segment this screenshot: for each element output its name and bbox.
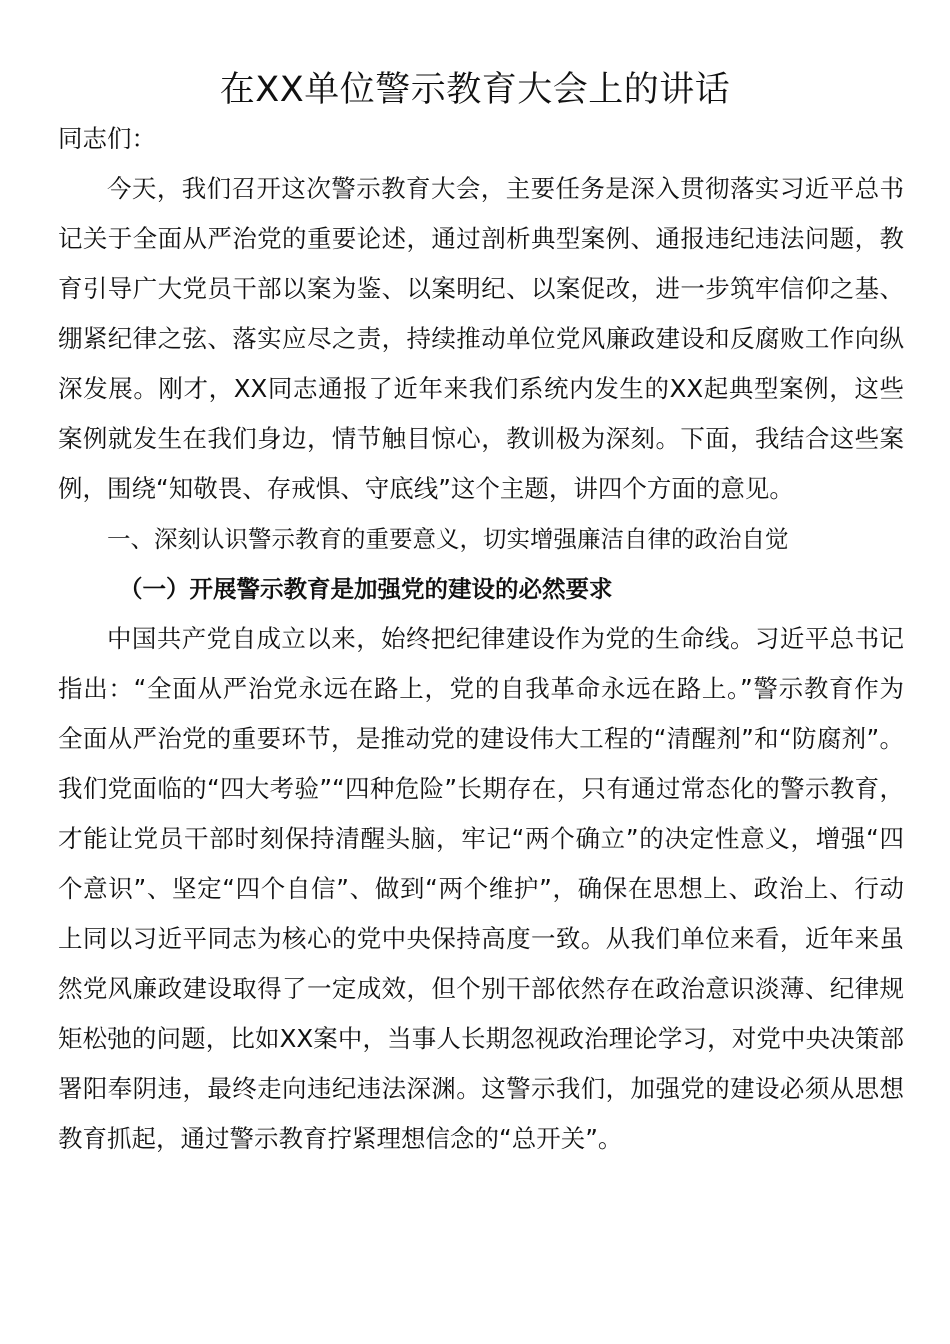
salutation: 同志们： — [58, 124, 156, 153]
document-body — [58, 114, 904, 1164]
paragraph-section-1-1: 中国共产党自成立以来，始终把纪律建设作为党的生命线。习近平总书记指出：“全面从严治党永远在路上，党的自我革命永远在路上。”警示教育作为全面从严治党的重要环节，是推动党的建设伟大工程的“清醒剂”和“防腐剂”。我们党面临的“四大考验”“四种危险”长期存在，只有通过常态化的警示教育，才能让党员干部时刻保持清醒头脑，牢记“两个确立”的决定性意义，增强“四个意识”、坚定“四个自信”、做到“两个维护”，确保在思想上、政治上、行动上同以习近平同志为核心的党中央保持高度一致。从我们单位来看，近年来虽然党风廉政建设取得了一定成效，但个别干部依然存在政治意识淡薄、纪律规矩松弛的问题，比如XX案中，当事人长期忽视政治理论学习，对党中央决策部署阳奉阴违，最终走向违纪违法深渊。这警示我们，加强党的建设必须从思想教育抓起，通过警示教育拧紧理想信念的“总开关”。 — [58, 624, 904, 1153]
subsection-heading-1-1: （一）开展警示教育是加强党的建设的必然要求 — [119, 575, 613, 603]
paragraph-opening: 今天，我们召开这次警示教育大会，主要任务是深入贯彻落实习近平总书记关于全面从严治党的重要论述，通过剖析典型案例、通报违纪违法问题，教育引导广大党员干部以案为鉴、以案明纪、以案促改，进一步筑牢信仰之基、绷紧纪律之弦、落实应尽之责，持续推动单位党风廉政建设和反腐败工作向纵深发展。刚才，XX同志通报了近年来我们系统内发生的XX起典型案例，这些案例就发生在我们身边，情节触目惊心，教训极为深刻。下面，我结合这些案例，围绕“知敬畏、存戒惧、守底线”这个主题，讲四个方面的意见。 — [58, 174, 904, 503]
document-title: 在XX单位警示教育大会上的讲话 — [219, 70, 731, 110]
section-heading-1: 一、深刻认识警示教育的重要意义，切实增强廉洁自律的政治自觉 — [107, 525, 789, 553]
